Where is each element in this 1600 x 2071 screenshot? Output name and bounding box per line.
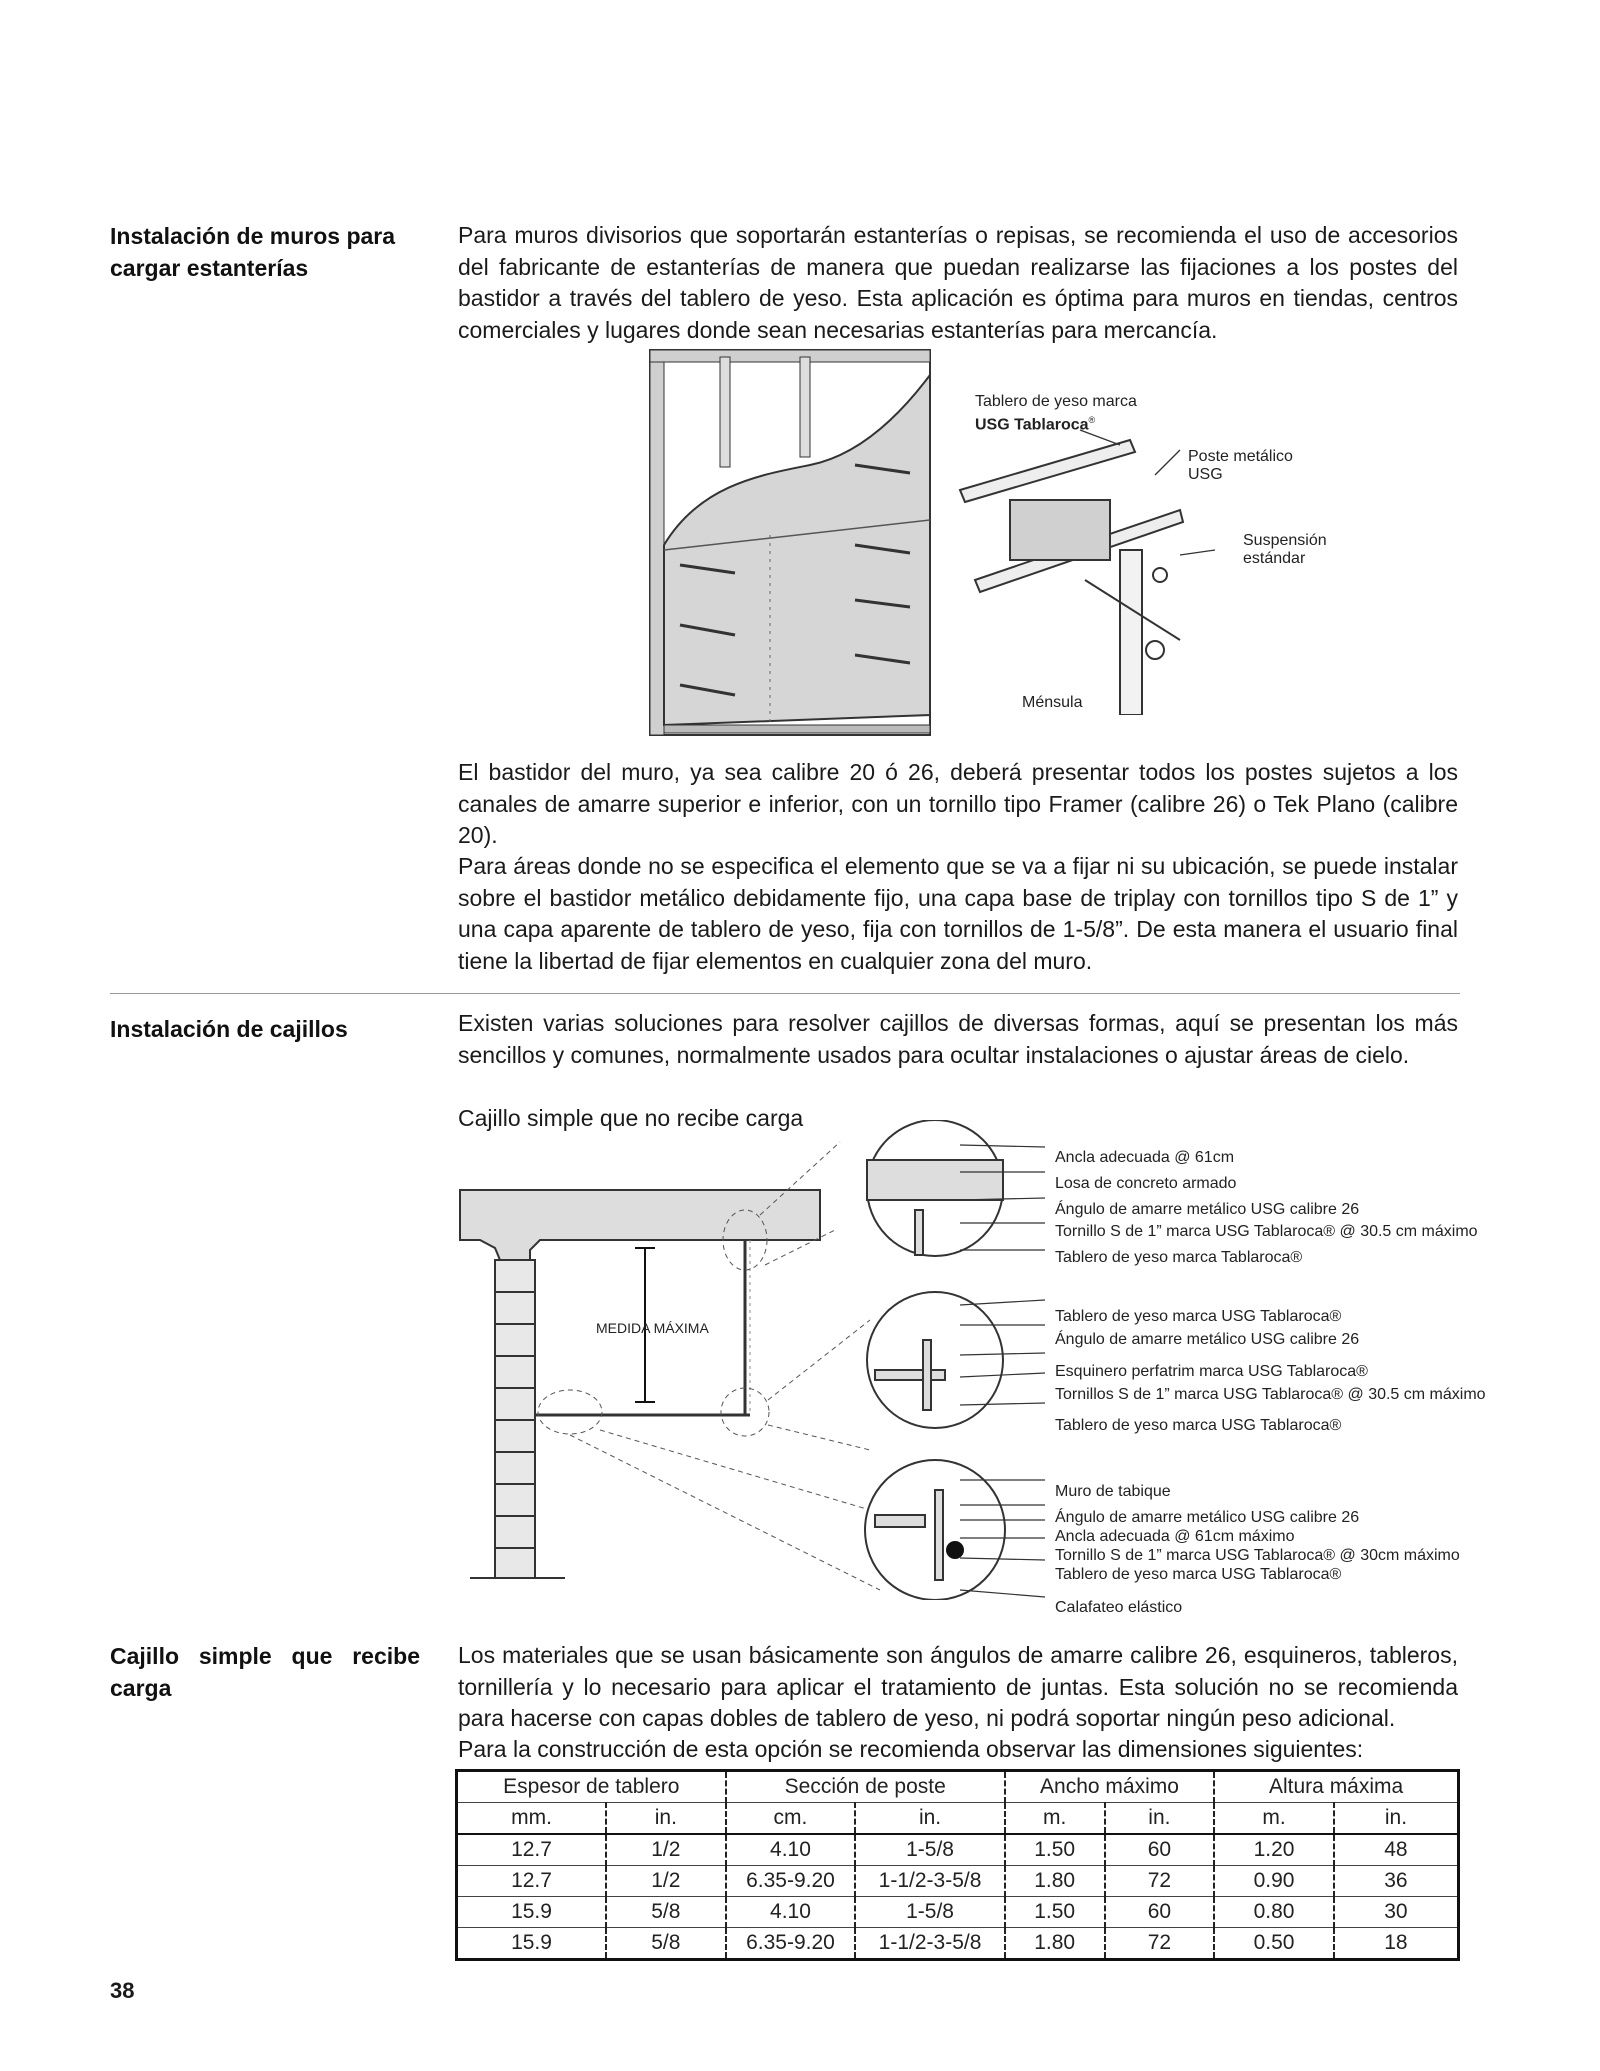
table-cell: 1.20 [1214,1834,1334,1866]
label-hanger-line2: estándar [1243,550,1306,567]
callout-bottom-anchor: Ancla adecuada @ 61cm máximo [1055,1528,1295,1545]
callout-bottom-caulk: Calafateo elástico [1055,1599,1183,1616]
max-measure-label: MEDIDA MÁXIMA [596,1320,709,1336]
label-hanger-line1: Suspensión [1243,532,1327,549]
callouts-top-group [1055,1145,1478,1271]
callouts-bottom-group [1055,1482,1460,1617]
table-cell: 5/8 [606,1897,726,1928]
table-cell: 18 [1384,1931,1408,1954]
table-row [457,1834,1459,1866]
label-bracket: Ménsula [1022,694,1083,711]
section-title-soffits: Instalación de cajillos [110,1016,348,1042]
table-cell: 60 [1105,1834,1215,1866]
unit-cell: in. [1334,1803,1459,1835]
callout-mid-corner-bead: Esquinero perfatrim marca USG Tablaroca® [1055,1363,1368,1380]
callout-screw: Tornillo S de 1” marca USG Tablaroca® @ 30.5 cm máximo [1055,1223,1478,1240]
unit-cell: mm. [457,1803,607,1835]
header-max-height: Altura máxima [1214,1771,1458,1803]
table-cell: 72 [1105,1928,1215,1960]
table-cell: 6.35-9.20 [726,1928,856,1960]
table-cell: 1-5/8 [855,1897,1005,1928]
section-title-load-soffit: Cajillo simple que recibe carga [110,1643,420,1701]
frame-paragraph: El bastidor del muro, ya sea calibre 20 ó 26, deberá presentar todos los postes sujetos a los canales de amarre superior e inferior, con un tornillo tipo Framer (calibre 26) o Tek Plano (calibre 20). [458,759,1458,848]
callout-slab: Losa de concreto armado [1055,1175,1237,1192]
unit-cell: m. [1005,1803,1105,1835]
label-board-line2: USG Tablaroca [975,416,1089,434]
section-title-shelving-walls: Instalación de muros para cargar estanterías [110,223,396,281]
table-group-header-row [457,1771,1459,1803]
table-cell: 12.7 [457,1834,607,1866]
label-board-line1: Tablero de yeso marca [975,393,1137,410]
table-row [457,1897,1459,1928]
callout-bottom-wall: Muro de tabique [1055,1483,1171,1500]
callout-mid-screws: Tornillos S de 1” marca USG Tablaroca® @ 30.5 cm máximo [1055,1386,1486,1403]
table-cell: 1/2 [606,1866,726,1897]
table-cell: 1-1/2-3-5/8 [855,1928,1005,1960]
callout-mid-angle: Ángulo de amarre metálico USG calibre 26 [1055,1331,1360,1348]
header-board-thickness: Espesor de tablero [457,1771,726,1803]
table-cell: 1/2 [606,1834,726,1866]
callout-board: Tablero de yeso marca Tablaroca® [1055,1249,1303,1266]
table-cell: 30 [1334,1897,1459,1928]
table-cell: 1.50 [1005,1834,1105,1866]
table-cell: 1-5/8 [855,1834,1005,1866]
label-hanger [1243,532,1327,568]
dimensions-intro: Para la construcción de esta opción se recomienda observar las dimensiones siguientes: [458,1736,1364,1762]
unit-cell: cm. [726,1803,856,1835]
table-cell: 0.80 [1214,1897,1334,1928]
label-stud [1188,448,1293,484]
header-stud-section: Sección de poste [726,1771,1005,1803]
plywood-paragraph: Para áreas donde no se especifica el elemento que se va a fijar ni su ubicación, se puede instalar sobre el bastidor metálico debidamente fijo, una capa base de triplay con tornillos tipo S de 1” y una capa aparente de tablero de yeso, fija con tornillos de 1-5/8”. De esta manera el usuario final tiene la libertad de fijar elementos en cualquier zona del muro. [458,853,1458,974]
unit-cell: in. [855,1803,1005,1835]
label-stud-line2: USG [1188,466,1223,483]
table-cell: 15.9 [457,1928,607,1960]
table-cell: 15.9 [457,1897,607,1928]
wall-frame-illustration [640,345,940,745]
table-row [457,1928,1459,1960]
shelving-intro-paragraph: Para muros divisorios que soportarán estanterías o repisas, se recomienda el uso de accesorios del fabricante de estanterías de manera que puedan realizarse las fijaciones a los postes del bastidor a través del tablero de yeso. Esta aplicación es óptima para muros en tiendas, centros comerciales y lugares donde sean necesarias estanterías para mercancía. [458,222,1458,343]
table-cell: 4.10 [726,1897,856,1928]
table-cell: 12.7 [457,1866,607,1897]
label-board: Tablero de yeso marca USG Tablaroca® [975,393,1137,434]
unit-cell: in. [606,1803,726,1835]
table-cell: 36 [1334,1866,1459,1897]
soffit-no-load-subtitle: Cajillo simple que no recibe carga [458,1105,804,1131]
table-cell: 60 [1105,1897,1215,1928]
table-cell: 0.50 [1214,1928,1334,1960]
callout-mid-board: Tablero de yeso marca USG Tablaroca® [1055,1308,1342,1325]
unit-cell: m. [1214,1803,1334,1835]
table-cell: 48 [1334,1834,1459,1866]
table-cell: 5/8 [606,1928,726,1960]
header-max-width: Ancho máximo [1005,1771,1214,1803]
callout-angle: Ángulo de amarre metálico USG calibre 26 [1055,1201,1360,1218]
callout-anchor: Ancla adecuada @ 61cm [1055,1149,1235,1166]
table-row [457,1866,1459,1897]
table-cell: 72 [1105,1866,1215,1897]
section-divider [110,993,1460,994]
load-soffit-paragraph: Los materiales que se usan básicamente son ángulos de amarre calibre 26, esquineros, tableros, tornillería y lo necesario para aplicar el tratamiento de juntas. Esta solución no se recomienda para hacerse con capas dobles de tablero de yeso, ni podrá soportar ningún peso adicional. [458,1642,1458,1731]
callout-bottom-screw: Tornillo S de 1” marca USG Tablaroca® @ 30cm máximo [1055,1547,1460,1564]
table-cell: 1.80 [1005,1866,1105,1897]
callouts-mid-group [1055,1305,1486,1437]
callout-leader-lines [960,1135,1050,1615]
page-number: 38 [110,1978,135,2003]
dimensions-table [455,1769,1460,1961]
table-cell: 6.35-9.20 [726,1866,856,1897]
table-cell: 1-1/2-3-5/8 [855,1866,1005,1897]
table-cell: 1.80 [1005,1928,1105,1960]
callout-mid-board-2: Tablero de yeso marca USG Tablaroca® [1055,1417,1342,1434]
table-cell: 1.50 [1005,1897,1105,1928]
unit-cell: in. [1105,1803,1215,1835]
table-cell: 0.90 [1214,1866,1334,1897]
soffits-intro-paragraph: Existen varias soluciones para resolver cajillos de diversas formas, aquí se presentan los más sencillos y comunes, normalmente usados para ocultar instalaciones o ajustar áreas de cielo. [458,1010,1458,1068]
table-cell: 4.10 [726,1834,856,1866]
table-unit-header-row [457,1803,1459,1835]
label-stud-line1: Poste metálico [1188,448,1293,465]
callout-bottom-angle: Ángulo de amarre metálico USG calibre 26 [1055,1509,1360,1526]
callout-bottom-board: Tablero de yeso marca USG Tablaroca® [1055,1566,1342,1583]
